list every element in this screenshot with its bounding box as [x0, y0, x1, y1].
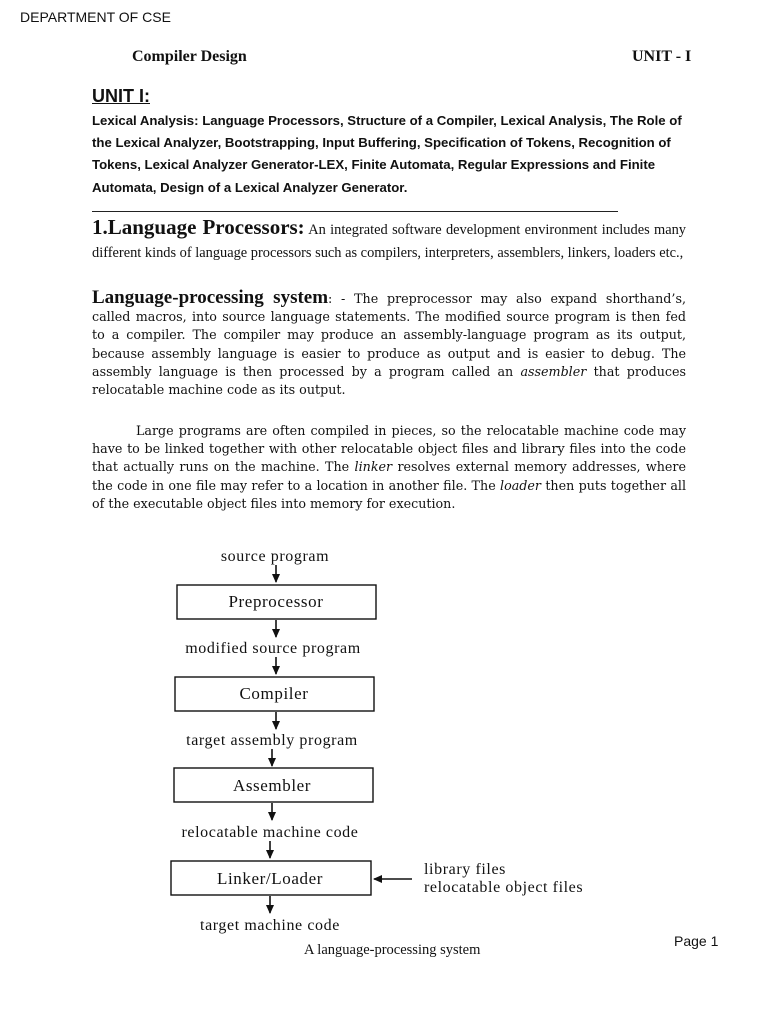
term-linker: linker — [354, 459, 393, 475]
lps-text-part-2: that produces relocatable machine code as its output. — [92, 363, 686, 398]
section-divider — [92, 211, 618, 212]
diagram-label-source-program: source program — [220, 548, 330, 565]
linking-text-part-1: Large programs are often compiled in pieces, so the relocatable machine code may have to be linked together with other relocatable object files and library files into the code that actually runs on the machine. The — [92, 423, 686, 475]
syllabus-list: Lexical Analysis: Language Processors, Structure of a Compiler, Lexical Analysis, The Role of the Lexical Analyzer, Bootstrapping, Input Buffering, Specification of Tokens, Recognition of Tokens, Lexical Analyzer Generator-LEX, Finite Automata, Regular Expressions and Finite Automata, Design of a Lexical Analyzer Generator. — [92, 113, 682, 195]
term-assembler: assembler — [520, 363, 587, 379]
compiler-label: Compiler — [239, 684, 309, 703]
department-header: DEPARTMENT OF CSE — [20, 9, 171, 25]
section-heading-language-processors: 1.Language Processors: — [92, 215, 305, 239]
linking-text-part-2: resolves external memory addresses, where the code in one file may refer to a location in another file. The — [92, 459, 686, 493]
unit-label: UNIT - I — [632, 48, 692, 65]
language-processors-paragraph — [92, 216, 686, 265]
linking-paragraph — [92, 422, 686, 513]
diagram-label-target-machine-code: target machine code — [200, 917, 340, 934]
unit-heading: UNIT I: — [92, 86, 150, 106]
page-number: Page 1 — [674, 933, 719, 949]
preprocessor-label: Preprocessor — [228, 592, 324, 611]
linking-text-part-3: then puts together all of the executable object files into memory for execution. — [92, 477, 686, 511]
side-input-relocatable-object-files: relocatable object files — [424, 879, 584, 896]
side-input-library-files: library files — [424, 861, 506, 878]
language-processing-system-paragraph — [92, 289, 686, 399]
linker-loader-label: Linker/Loader — [217, 869, 323, 888]
language-processing-diagram — [0, 540, 768, 940]
assembler-label: Assembler — [232, 776, 312, 795]
diagram-label-relocatable-code: relocatable machine code — [181, 824, 359, 841]
term-loader: loader — [500, 477, 541, 493]
diagram-label-modified-source: modified source program — [185, 640, 361, 657]
section-heading-language-processing-system: Language-processing system — [92, 287, 329, 308]
course-title: Compiler Design — [132, 48, 247, 65]
diagram-caption: A language-processing system — [304, 942, 481, 958]
language-processors-text: An integrated software development environment includes many different kinds of language processors such as compilers, interpreters, assemblers, linkers, loaders etc., — [92, 222, 686, 261]
lps-text-part-1: : - The preprocessor may also expand shorthand’s, called macros, into source language statements. The modified source program is then fed to a compiler. The compiler may produce an assembly-language program as its output, because assembly language is easier to produce as output and is easier to debug. The assembly language is then processed by a program called an — [92, 291, 686, 379]
diagram-label-target-assembly: target assembly program — [186, 732, 358, 749]
